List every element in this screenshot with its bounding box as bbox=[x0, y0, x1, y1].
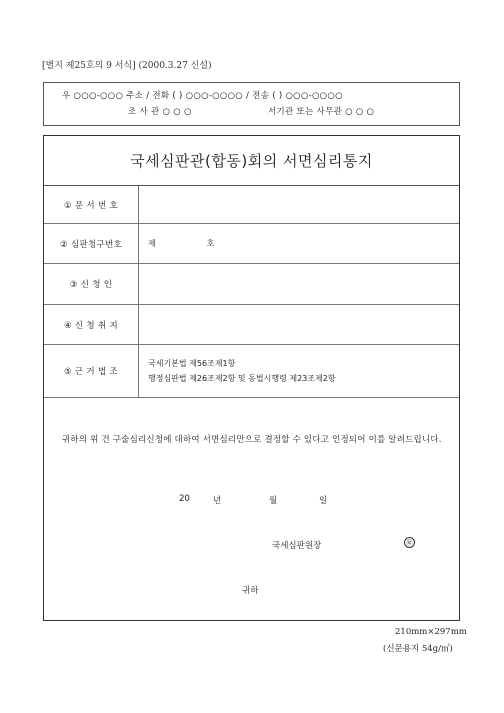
date-month: 월 bbox=[269, 496, 278, 506]
signer-name: 국세심판원장 bbox=[272, 541, 322, 551]
notice-body: 귀하의 위 건 구술심리신청에 대하여 서면심리만으로 결정할 수 있다고 인정되어 이를 알려드립니다. bbox=[62, 435, 442, 445]
row-claim-number bbox=[44, 224, 459, 264]
date-prefix: 20 bbox=[179, 494, 190, 504]
row-label: ⑤ 근 거 법 조 bbox=[44, 345, 139, 397]
legal-basis-line: 국세기본법 제56조제1항 bbox=[148, 359, 236, 368]
row-label: ① 문 서 번 호 bbox=[44, 186, 139, 223]
paper-size: 210mm×297mm bbox=[395, 627, 467, 637]
address-box bbox=[43, 82, 460, 126]
legal-basis-line: 행정심판법 제26조제2항 및 동법시행령 제23조제2항 bbox=[148, 374, 336, 383]
row-value bbox=[148, 345, 336, 397]
row-legal-basis bbox=[44, 345, 459, 398]
row-document-number bbox=[44, 186, 459, 224]
seal-mark: ㊞ bbox=[404, 537, 415, 548]
address-contact-line: 우 ○○○-○○○ 주소 / 전화 ( ) ○○○-○○○○ / 전송 ( ) ○○○-○○○○ bbox=[62, 91, 343, 101]
examiner-line: 조 사 관 ○ ○ ○ bbox=[128, 107, 192, 117]
recipient-line: 귀하 bbox=[242, 586, 259, 596]
paper-type: (신문용지 54g/㎡) bbox=[383, 644, 453, 654]
secretary-line: 서기관 또는 사무관 ○ ○ ○ bbox=[268, 107, 375, 117]
row-label: ③ 신 청 인 bbox=[44, 264, 139, 304]
date-year: 년 bbox=[213, 496, 222, 506]
row-applicant bbox=[44, 264, 459, 305]
row-label: ② 심판청구번호 bbox=[44, 224, 139, 263]
row-label: ④ 신 청 취 지 bbox=[44, 305, 139, 344]
page-title: 국세심판관(합동)회의 서면심리통지 bbox=[44, 136, 459, 186]
date-day: 일 bbox=[319, 496, 328, 506]
notice-form bbox=[43, 135, 460, 621]
form-reference: [별지 제25호의 9 서식] (2000.3.27 신설) bbox=[42, 61, 212, 71]
row-value: 제 호 bbox=[148, 239, 215, 248]
row-request-purpose bbox=[44, 305, 459, 345]
